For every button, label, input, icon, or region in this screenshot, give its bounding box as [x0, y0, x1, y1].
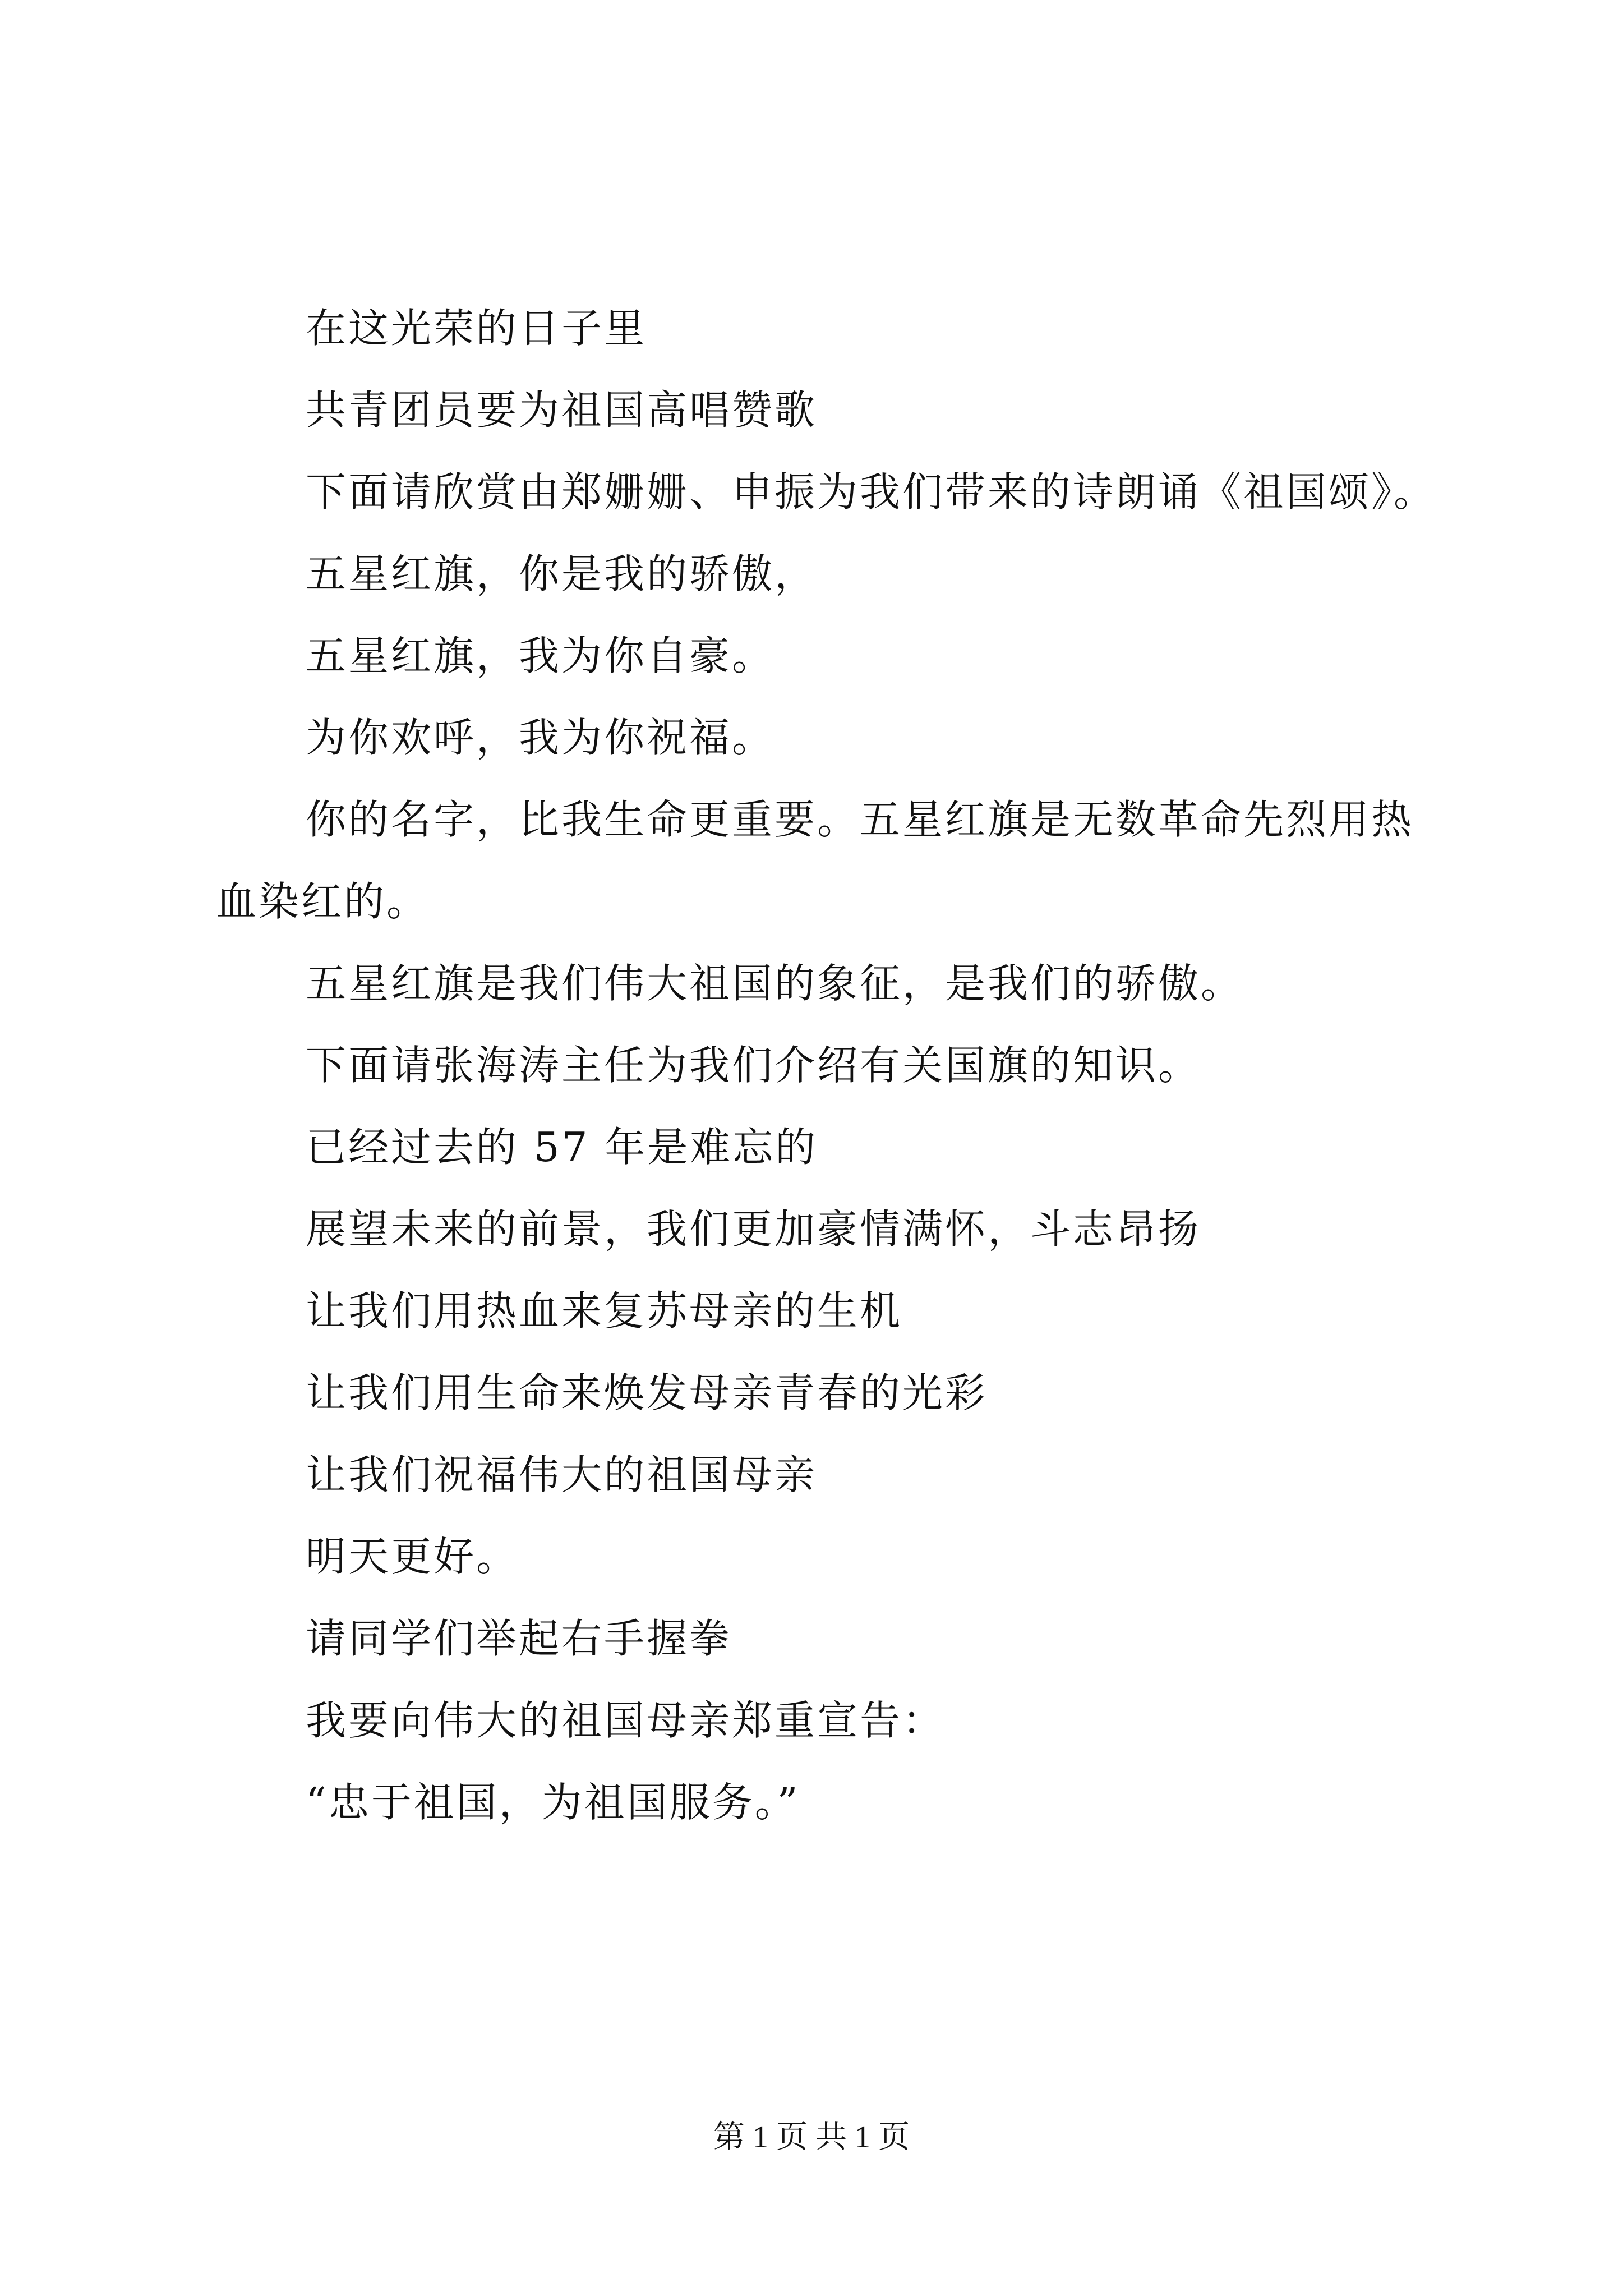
text-line: 五星红旗是我们伟大祖国的象征，是我们的骄傲。 [306, 960, 1244, 1007]
paragraph-continuation-line: 血染红的。 [216, 878, 430, 925]
text-line: 下面请张海涛主任为我们介绍有关国旗的知识。 [306, 1042, 1201, 1089]
text-line: 五星红旗，我为你自豪。 [306, 632, 775, 679]
text-line: 为你欢呼，我为你祝福。 [306, 714, 775, 761]
text-line: 共青团员要为祖国高唱赞歌 [306, 386, 818, 434]
paragraph-first-line: 你的名字，比我生命更重要。五星红旗是无数革命先烈用热 [306, 796, 1414, 843]
text-line: 下面请欣赏由郑姗姗、申振为我们带来的诗朗诵《祖国颂》。 [306, 468, 1437, 516]
text-line: 让我们祝福伟大的祖国母亲 [306, 1451, 818, 1498]
text-line: 我要向伟大的祖国母亲郑重宣告： [306, 1697, 946, 1744]
document-body [216, 306, 1450, 1862]
text-line: 让我们用热血来复苏母亲的生机 [306, 1287, 903, 1335]
page-number-footer: 第 1 页 共 1 页 [713, 2120, 910, 2155]
text-line: “忠于祖国，为祖国服务。” [306, 1779, 800, 1826]
text-line: 让我们用生命来焕发母亲青春的光彩 [306, 1369, 988, 1416]
text-line: 请同学们举起右手握拳 [306, 1615, 732, 1662]
text-line: 展望未来的前景，我们更加豪情满怀，斗志昂扬 [306, 1205, 1201, 1253]
wrapped-paragraph [216, 797, 1450, 924]
text-line: 已经过去的 57 年是难忘的 [306, 1124, 818, 1171]
text-line: 明天更好。 [306, 1533, 519, 1580]
text-line: 五星红旗，你是我的骄傲， [306, 550, 818, 597]
text-line: 在这光荣的日子里 [306, 305, 647, 352]
